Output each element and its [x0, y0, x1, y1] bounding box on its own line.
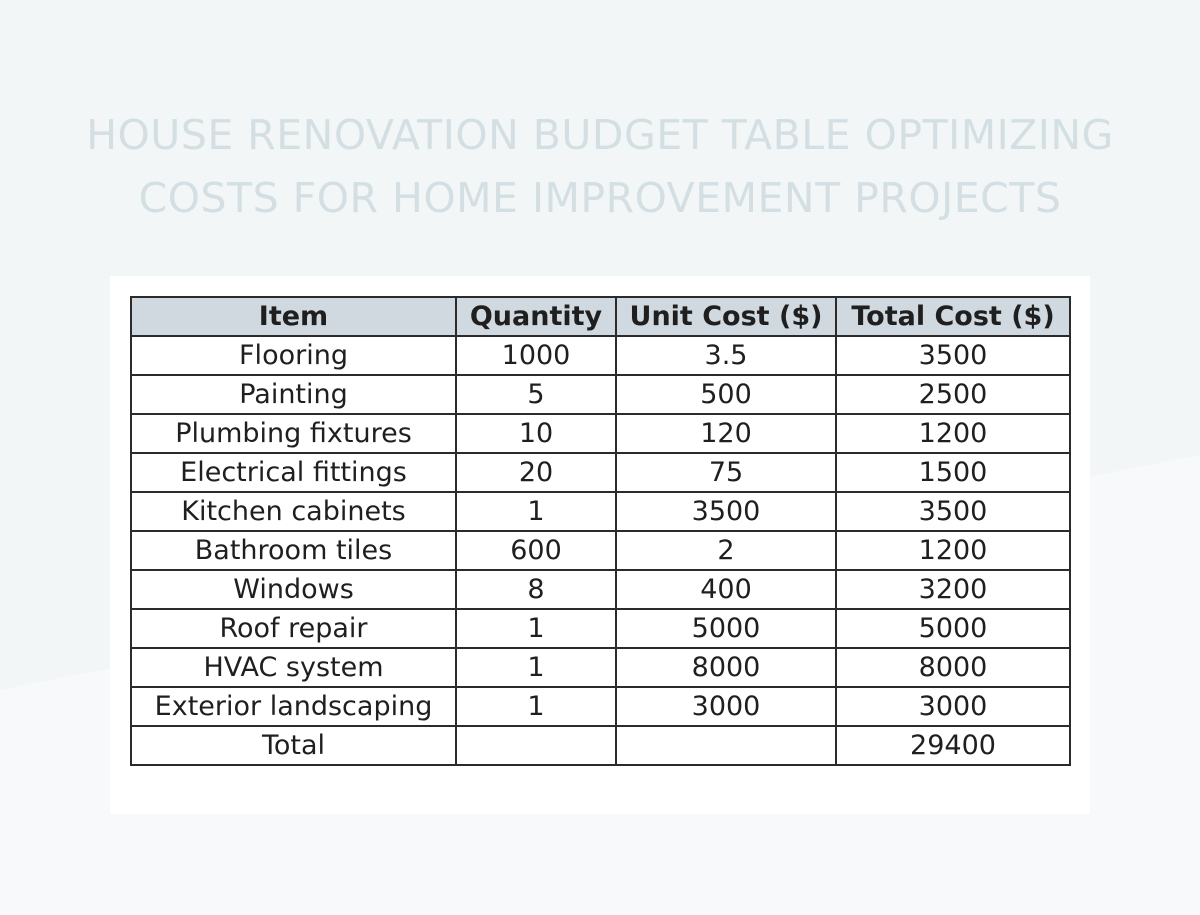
table-row: [131, 531, 1070, 570]
page-title-line-2: COSTS FOR HOME IMPROVEMENT PROJECTS: [138, 174, 1062, 222]
cell-item: Plumbing fixtures: [131, 414, 456, 453]
table-row: [131, 375, 1070, 414]
cell-item: HVAC system: [131, 648, 456, 687]
cell-quantity: 600: [456, 531, 616, 570]
header-quantity: Quantity: [456, 297, 616, 336]
cell-item: Exterior landscaping: [131, 687, 456, 726]
table-row: [131, 687, 1070, 726]
cell-total-cost: 1200: [836, 414, 1070, 453]
cell-total-cost: 3500: [836, 492, 1070, 531]
cell-quantity: 5: [456, 375, 616, 414]
cell-quantity: 1: [456, 492, 616, 531]
cell-unit-cost: 120: [616, 414, 836, 453]
cell-item: Bathroom tiles: [131, 531, 456, 570]
cell-item: Painting: [131, 375, 456, 414]
cell-unit-cost: 5000: [616, 609, 836, 648]
cell-unit-cost: 8000: [616, 648, 836, 687]
cell-unit-cost: 400: [616, 570, 836, 609]
cell-total-cost: 5000: [836, 609, 1070, 648]
cell-quantity: 20: [456, 453, 616, 492]
page-title: [60, 104, 1140, 230]
header-total-cost: Total Cost ($): [836, 297, 1070, 336]
cell-unit-cost: 3500: [616, 492, 836, 531]
total-label: Total: [131, 726, 456, 765]
cell-quantity: 1: [456, 687, 616, 726]
table-row: [131, 609, 1070, 648]
total-quantity-empty: [456, 726, 616, 765]
table-total-row: [131, 726, 1070, 765]
header-unit-cost: Unit Cost ($): [616, 297, 836, 336]
table-row: [131, 453, 1070, 492]
cell-quantity: 1: [456, 648, 616, 687]
page-title-line-1: HOUSE RENOVATION BUDGET TABLE OPTIMIZING: [86, 111, 1114, 159]
cell-total-cost: 3200: [836, 570, 1070, 609]
cell-total-cost: 8000: [836, 648, 1070, 687]
cell-quantity: 1000: [456, 336, 616, 375]
table-card: [110, 276, 1090, 814]
cell-unit-cost: 3000: [616, 687, 836, 726]
cell-item: Electrical fittings: [131, 453, 456, 492]
total-cost-value: 29400: [836, 726, 1070, 765]
total-unit-cost-empty: [616, 726, 836, 765]
budget-table: [130, 296, 1071, 766]
table-row: [131, 648, 1070, 687]
cell-total-cost: 1500: [836, 453, 1070, 492]
cell-quantity: 10: [456, 414, 616, 453]
cell-unit-cost: 75: [616, 453, 836, 492]
cell-item: Flooring: [131, 336, 456, 375]
table-row: [131, 492, 1070, 531]
table-row: [131, 336, 1070, 375]
cell-total-cost: 1200: [836, 531, 1070, 570]
cell-unit-cost: 500: [616, 375, 836, 414]
table-row: [131, 570, 1070, 609]
cell-item: Roof repair: [131, 609, 456, 648]
cell-quantity: 1: [456, 609, 616, 648]
cell-total-cost: 3000: [836, 687, 1070, 726]
cell-item: Windows: [131, 570, 456, 609]
table-header-row: [131, 297, 1070, 336]
cell-unit-cost: 2: [616, 531, 836, 570]
header-item: Item: [131, 297, 456, 336]
cell-quantity: 8: [456, 570, 616, 609]
cell-total-cost: 2500: [836, 375, 1070, 414]
cell-unit-cost: 3.5: [616, 336, 836, 375]
table-row: [131, 414, 1070, 453]
cell-item: Kitchen cabinets: [131, 492, 456, 531]
cell-total-cost: 3500: [836, 336, 1070, 375]
